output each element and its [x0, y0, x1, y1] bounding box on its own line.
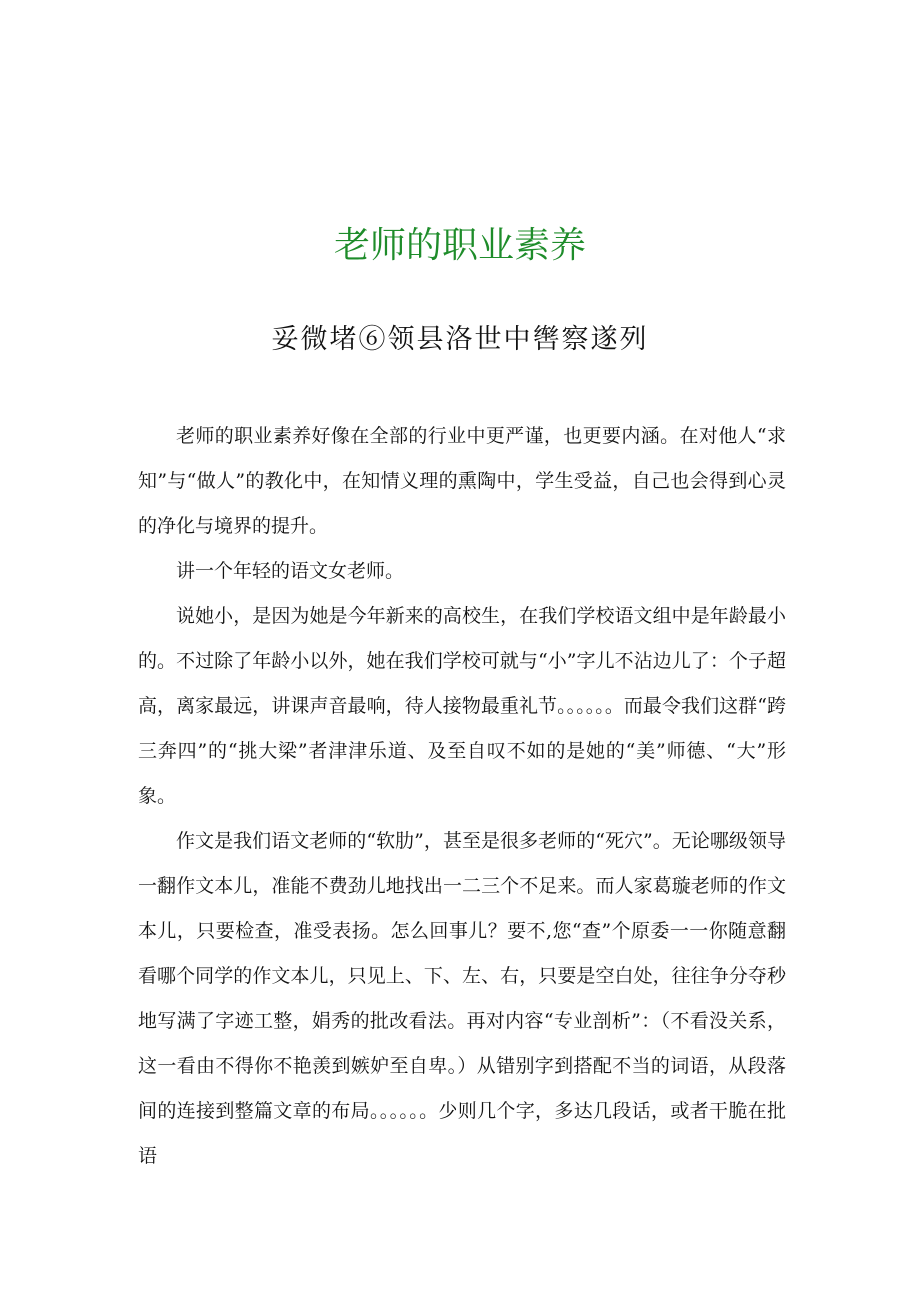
paragraph-teacher-intro: 讲一个年轻的语文女老师。 [176, 560, 405, 582]
paragraph-composition: 作文是我们语文老师的“软肋”，甚至是很多老师的“死穴”。无论哪级领导一翻作文本儿，准能不费劲儿地找出一二三个不足来。而人家葛璇老师的作文本儿，只要检查，准受表扬。怎么回事儿？要不,您“查”个原委一一你随意翻看哪个同学的作文本儿，只见上、下、左、右，只要是空白处，往往争分夺秒地写满了字迹工整，娟秀的批改看法。再对内容“专业剖析”：（不看没关系，这一看由不得你不艳羡到嫉妒至自卑。）从错别字到搭配不当的词语，从段落间的连接到整篇文章的布局。。。。。。少则几个字，多达几段话，或者干脆在批语 [138, 830, 786, 1167]
document-title: 老师的职业素养 [333, 225, 586, 266]
document-subtitle: 妥微堵⑥领县洛世中辔察遂列 [271, 324, 649, 355]
paragraph-intro: 老师的职业素养好像在全部的行业中更严谨，也更要内涵。在对他人“求知”与“做人”的教化中，在知情义理的熏陶中，学生受益，自己也会得到心灵的净化与境界的提升。 [138, 425, 786, 537]
document-body [138, 414, 786, 1179]
paragraph-description: 说她小，是因为她是今年新来的高校生，在我们学校语文组中是年龄最小的。不过除了年龄小以外，她在我们学校可就与“小”字儿不沾边儿了：个子超高，离家最远，讲课声音最响，待人接物最重礼节。。。。。。而最令我们这群“跨三奔四”的“挑大梁”者津津乐道、及至自叹不如的是她的“美”师德、“大”形象。 [138, 605, 786, 807]
